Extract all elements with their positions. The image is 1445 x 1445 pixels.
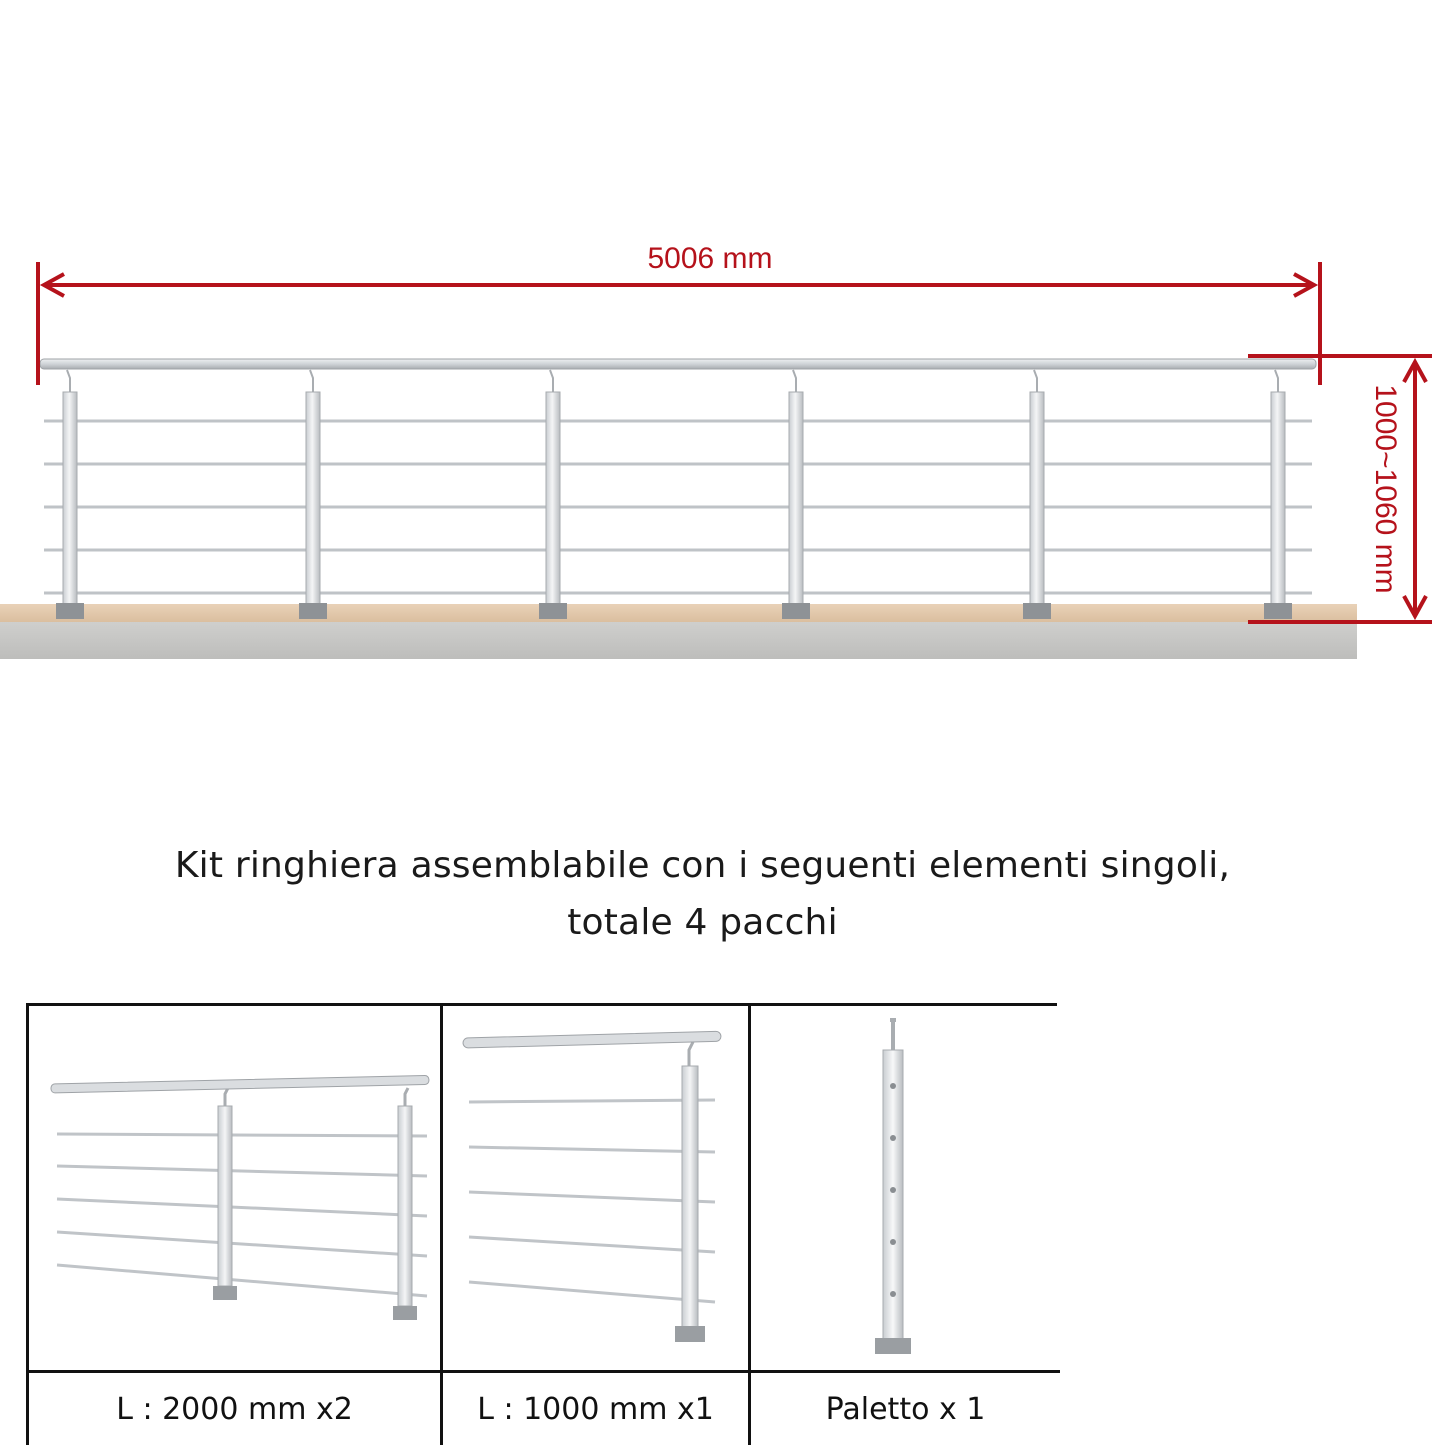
railing-1000-icon [443,1006,748,1370]
caption-line-2: totale 4 pacchi [567,902,838,943]
post [782,370,810,619]
height-label: 1000~1060 mm [1369,384,1402,594]
handrail [40,359,1316,369]
post-icon [751,1006,1057,1370]
post [299,370,327,619]
post [56,370,84,619]
kit-item-2000-label: L : 2000 mm x2 [29,1373,443,1445]
wood-deck [0,604,1357,624]
post [1023,370,1051,619]
kit-item-post-image [751,1006,1060,1373]
post [1264,370,1292,619]
caption-line-1: Kit ringhiera assemblabile con i seguenti elementi singoli, [174,845,1231,886]
kit-item-1000-image [443,1006,751,1373]
concrete-slab [0,622,1357,659]
post [539,370,567,619]
posts [56,370,1292,619]
railing-2000-icon [29,1006,440,1370]
kit-item-post-label: Paletto x 1 [751,1373,1060,1445]
kit-item-2000-image [29,1006,443,1373]
kit-item-1000-label: L : 1000 mm x1 [443,1373,751,1445]
railing-diagram [0,0,1445,700]
kit-table [26,1003,1057,1445]
horizontal-rods [44,421,1312,593]
width-label: 5006 mm [647,242,773,275]
